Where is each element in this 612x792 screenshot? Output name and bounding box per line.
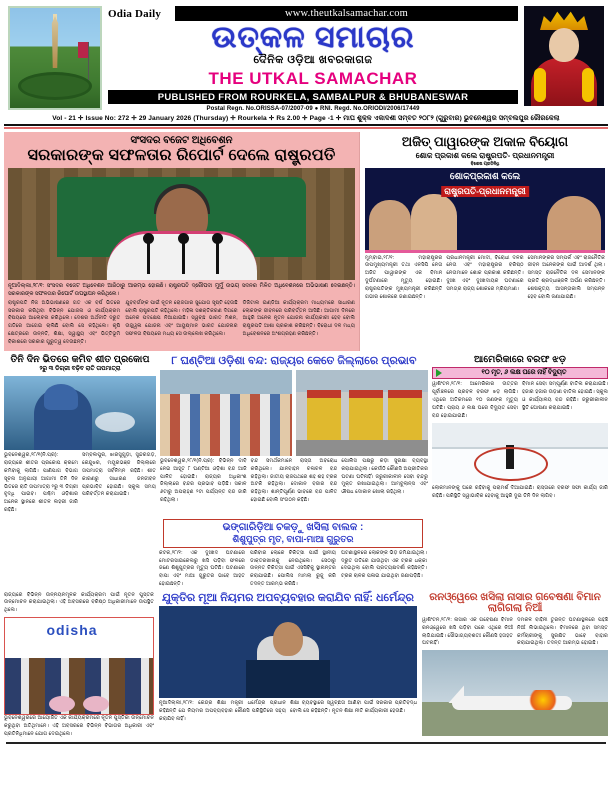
accident-column-3: ଘଟଣାସ୍ଥଳରେ ଲୋକଙ୍କ ଭିଡ଼ ଜମିଯାଇଥିଲା। ଦ୍ରୁତ ଗତିରେ ଯାଉଥିବା ଏକ ଟ୍ରକ ଧକ୍କା ଦେଇଥିଲା ବୋଲି ପ୍ରତ୍ୟକ୍ଷଦର୍ଶୀ କହିଛନ୍ତି। ଟ୍ରକ ଚାଳକ ପଳାଇ ଯାଇଥିବା ଜଣାପଡ଼ିଛି। xyxy=(341,549,427,580)
snowstorm-column-2: ବିମାନ ସେବା ସମ୍ପୂର୍ଣ୍ଣ ବାତିଲ କରାଯାଇଛି। ହଜାର ହଜାର ଉଡ଼ାଣ ବାତିଲ ହୋଇଛି। ସ୍କୁଲ ଓ କାର୍ଯ୍ୟାଳୟ ବନ୍ଦ ରହିଛି। ଜରୁରୀକାଳୀନ ସ୍ଥିତି ଘୋଷଣା କରାଯାଇଛି। xyxy=(522,381,608,411)
weather-headline: ତିନି ଦିନ ଭିତରେ କମିବ ଶୀତ ପ୍ରକୋପ xyxy=(10,353,150,365)
lead-column-1: ରାଷ୍ଟ୍ରପତି ନିଜ ଅଭିଭାଷଣରେ ଗତ ଏକ ବର୍ଷ ଭିତରେ ସରକାର କରିଥିବା ବିଭିନ୍ନ ଯୋଜନା ଓ କାର୍ଯ୍ୟକ୍ରମ ବିଷୟରେ ଆଲୋଚନା କରିଥିଲେ। ଦେଶର ଅର୍ଥନୀତି ଦ୍ରୁତ ଗତିରେ ଆଗେଇ ଚାଲିଛି ବୋଲି ସେ କହିଥିଲେ। କୃଷି କ୍ଷେତ୍ରରେ ଉନ୍ନତି, ଶିକ୍ଷା, ସ୍ୱାସ୍ଥ୍ୟ ଏବଂ ଭିତ୍ତିଭୂମି ବିକାଶରେ ସରକାର ଗୁରୁତ୍ୱ ଦେଉଛନ୍ତି। xyxy=(8,299,121,345)
nasa-plane-story xyxy=(422,592,608,739)
third-band xyxy=(0,515,612,589)
snowstorm-column-1: ୱାଶିଂଟନ,୨୮/୧: ଆମେରିକାର ଉତ୍ତର ପୂର୍ବାଞ୍ଚଳରେ ପ୍ରବଳ ବରଫ ଝଡ଼ ଲାଗିଛି। ଏଥିରେ ଅତିକମରେ ୧୦ ଜଣଙ୍କ ମୃତ୍ୟୁ ଘଟିଛି। ପ୍ରାୟ ୬ ଲକ୍ଷ ଘରେ ବିଦ୍ୟୁତ ସେବା ବନ୍ଦ ହୋଇଯାଇଛି। xyxy=(432,381,518,419)
nasa-column-2: ଦମକଳ ବାହିନୀ ତୁରନ୍ତ ଘଟଣାସ୍ଥଳରେ ପହଞ୍ଚି ନିଆଁ ଲିଭାଇଥିଲେ। ବିମାନରେ ଥିବା ସମସ୍ତ କର୍ମଚାରୀଙ୍କୁ ସୁରକ୍ଷିତ ଭାବେ ବାହାର କରାଯାଇଥିଲା। ତଦନ୍ତ ଆରମ୍ଭ ହୋଇଛି। xyxy=(517,616,608,647)
award-story xyxy=(4,592,154,739)
bandh-story xyxy=(160,355,428,515)
education-minister-story xyxy=(159,592,417,739)
president-address-photo xyxy=(8,168,355,280)
dateline-rule xyxy=(4,124,608,126)
snowstorm-columns-bottom xyxy=(432,485,608,501)
photo-banner-line1: ଶୋକପ୍ରକାଶ କଲେ xyxy=(449,170,521,181)
bandh-column-1: ଭୁବନେଶ୍ୱର,୨୮/୧(ନି.ପ୍ର): ବିଭିନ୍ନ ଦାବି ନେଇ ଆହୂତ ୮ ଘଣ୍ଟିଆ ଓଡ଼ିଶା ବନ୍ଦ ଆଜି ପାଳିତ ହୋଇଛି। ରାଜ୍ୟର ଅଧିକାଂଶ ଜିଲ୍ଲାରେ ବନ୍ଦର ପ୍ରଭାବ ପଡ଼ିଛି। ସକାଳ ୬ଟାରୁ ଅପରାହ୍ଣ ୨ଟା ପର୍ଯ୍ୟନ୍ତ ବନ୍ଦ ଜାରି ରହିଥିଲା। xyxy=(160,457,247,503)
education-columns xyxy=(159,700,417,723)
lead-main-story xyxy=(4,132,359,351)
face-decor xyxy=(549,28,579,62)
fire-icon xyxy=(526,690,560,710)
accident-story xyxy=(159,515,427,589)
third-band-right-spacer xyxy=(432,515,608,589)
dateline-price: Rs 2.00 xyxy=(276,115,301,122)
bandh-column-3: ପୋଲିସ ପକ୍ଷରୁ କଡ଼ା ସୁରକ୍ଷା ବ୍ୟବସ୍ଥା କରାଯାଇଥିଲା। କେଉଁଠି କୌଣସି ଅପ୍ରୀତିକର ଘଟଣା ଘଟିନାହିଁ। ଜରୁରୀକାଳୀନ ସେବା ବନ୍ଦରୁ ମୁକ୍ତ ରଖାଯାଇଥିଲା। ଆମ୍ବୁଲାନ୍ସ ଏବଂ ଔଷଧ ଦୋକାନ ଖୋଲା ରହିଥିଲା। xyxy=(341,457,429,496)
plane-crash-fire-photo xyxy=(422,650,608,736)
face-decor xyxy=(273,622,303,656)
accident-column-1: କଟକ,୨୮/୧: ଏକ ଦୁଃଖଦ ଘଟଣାରେ ମୋଟରସାଇକେଲରୁ ଖସି ପଡ଼ିବା ଫଳରେ ଜଣେ ଶିଶୁପୁତ୍ରର ମୃତ୍ୟୁ ଘଟିଛି। ଘଟଣାରେ ବାପା ଏବଂ ମାଆ ଗୁରୁତର ଭାବେ ଆହତ ହୋଇଛନ୍ତି। xyxy=(159,549,245,587)
secondary-column-2: ପ୍ରଧାନମନ୍ତ୍ରୀ ମୋଦୀ, ବିରୋଧୀ ଦଳର ନେତା ଏବଂ ମହାରାଷ୍ଟ୍ରର ବରିଷ୍ଠ ନେତାମାନେ ଶୋକ ପ୍ରକାଶ କରିଛନ୍ତି। ଦୁଃଖ ଏବଂ ଦୁଃଖଦାୟକ ଘଟଣାରେ ସମଗ୍ର ରାଜ୍ୟ ଶୋକରେ ମ୍ରିୟମାଣ। xyxy=(446,254,524,292)
nasa-headline: ରନଓ୍ୱେରେ ଖସିଲା ନାସାର ଗବେଷଣା ବିମାନ xyxy=(429,591,601,603)
secondary-subhead: ଶୋକ ପ୍ରକାଶ କଲେ ରାଷ୍ଟ୍ରପତି- ପ୍ରଧାନମନ୍ତ୍ରୀ xyxy=(415,150,555,160)
lead-columns xyxy=(8,300,355,347)
leader-portrait-2-decor xyxy=(411,194,457,250)
water-splash-decor xyxy=(95,412,135,432)
secondary-lead-story xyxy=(359,132,608,351)
lead-column-3: ଡିଜିଟାଲ ଇଣ୍ଡିଆ କାର୍ଯ୍ୟକ୍ରମ ମାଧ୍ୟମରେ ସାଧାରଣ ଲୋକଙ୍କ ଜୀବନରେ ପରିବର୍ତ୍ତନ ଆସିଛି। ଆଗାମୀ ଦିନରେ ଆହୁରି ଅନେକ ନୂତନ ଯୋଜନା କାର୍ଯ୍ୟକାରୀ ହେବ ବୋଲି ରାଷ୍ଟ୍ରପତି ଆଶା ପ୍ରକାଶ କରିଛନ୍ତି। ବିରୋଧୀ ଦଳ ମଧ୍ୟ ଅଧିବେଶନରେ ଅଂଶଗ୍ରହଣ କରିଛନ୍ତି। xyxy=(242,299,355,337)
photo-banner-line2: ରାଷ୍ଟ୍ରପତି-ପ୍ରଧାନମନ୍ତ୍ରୀ xyxy=(441,186,529,197)
bandh-columns xyxy=(160,458,428,505)
dateline-date: 29 January 2026 xyxy=(138,115,192,122)
weather-column-1: ଭୁବନେଶ୍ୱର,୨୮/୧(ନି.ପ୍ର): ରାଜ୍ୟରେ ଶୀତର ପ୍ରକୋପ କ୍ରମେ କମିବାକୁ ଲାଗିଛି। ପାଣିପାଗ ବିଭାଗ ସୂଚନା ଅନୁଯାୟୀ ଆଗାମୀ ତିନି ଦିନ ଭିତରେ ରାତି ତାପମାତ୍ରା ୨ରୁ ୩ ଡିଗ୍ରୀ ବୃଦ୍ଧି ପାଇବ। ପଶ୍ଚିମ ଓଡ଼ିଶାର ଅନେକ ସ୍ଥାନରେ ଶୀତଳ ଲହରୀ ଜାରି ରହିଛି। xyxy=(4,452,78,513)
weather-column-2: ସମ୍ବଲପୁର, ଝାରସୁଗୁଡ଼ା, ସୁନ୍ଦରଗଡ଼, କେନ୍ଦୁଝର, ମୟୂରଭଞ୍ଜ ଜିଲ୍ଲାରେ ତାପମାତ୍ରା ସର୍ବନିମ୍ନ ରହିଛି। ଶୀତ କାରଣରୁ ସାଧାରଣ ଜନଜୀବନ ପ୍ରଭାବିତ ହୋଇଛି। ସ୍କୁଲ ସମୟ ପରିବର୍ତ୍ତନ କରାଯାଇଛି। xyxy=(82,452,156,498)
tower-shape-decor xyxy=(47,16,63,68)
accident-headline: ଭଙ୍ଗାରିଡ଼ିଆ ଚକଡ଼ୁ ଖସିଲା ବାଲକ : xyxy=(222,521,364,533)
secondary-columns xyxy=(365,255,605,302)
microphone-icon xyxy=(182,240,185,274)
secondary-headline: ଅଜିତ୍ ପାୱାରଙ୍କ ଅକାଳ ବିୟୋଗ xyxy=(401,134,569,149)
masthead xyxy=(0,0,612,112)
nasa-headline-second-line: ଲାଗିଗଲା ନିଆଁ xyxy=(487,603,543,615)
garland-left-decor xyxy=(534,68,546,102)
weather-subhead: ୨ରୁ ୩ ଡିଗ୍ରୀ ବଢ଼ିବ ରାତି ତାପମାତ୍ରା xyxy=(39,366,121,373)
bandh-headline: ୮ ଘଣ୍ଟିଆ ଓଡ଼ିଶା ବନ୍ଦ: ରାଜ୍ୟର କେତେ ଜିଲ୍ଲାରେ ପ୍ରଭାବ xyxy=(171,354,417,367)
masthead-title-odia: ଉତ୍କଳ ସମାଚାର xyxy=(211,21,415,54)
accident-column-2: ପରିବାର ଲୋକେ ଚିକିତ୍ସା ପାଇଁ ସ୍ଥାନୀୟ ଡାକ୍ତରଖାନାକୁ ନେଇଥିଲେ। ସେଠାରୁ ଉନ୍ନତ ଚିକିତ୍ସା ପାଇଁ ଏସସିବିକୁ ସ୍ଥାନାନ୍ତର କରାଯାଇଛି। ପୋଲିସ ମାମଲା ରୁଜୁ କରି ତଦନ୍ତ ଆରମ୍ଭ କରିଛି। xyxy=(250,549,336,587)
lead-column-2: ଯୁବବର୍ଗଙ୍କ ପାଇଁ ନୂତନ ରୋଜଗାର ସୁଯୋଗ ସୃଷ୍ଟି ହେଉଛି ବୋଲି ରାଷ୍ଟ୍ରପତି କହିଥିଲେ। ମହିଳା ସଶକ୍ତିକରଣ ଦିଗରେ ଅନେକ ପଦକ୍ଷେପ ନିଆଯାଇଛି। ସ୍ୱଚ୍ଛ ଭାରତ ମିଶନ, ଉଜ୍ଜ୍ୱଳା ଯୋଜନା ଏବଂ ଆୟୁଷ୍ମାନ ଭାରତ ଯୋଜନାର ସଫଳତା ବିଷୟରେ ମଧ୍ୟ ସେ ଉଲ୍ଲେଖ କରିଥିଲେ। xyxy=(125,299,238,337)
lead-kicker: ସଂସଦର ବଜେଟ ଅଧିବେଶନ xyxy=(130,135,233,146)
registration-line: Postal Regn. No.ORISSA-07/2007-09 ● RNI. Regd. No.ORIODI/2006/17449 xyxy=(206,105,420,112)
nasa-column-1: ୱାଶିଂଟନ,୨୮/୧: ନାସାର ଏକ ଗବେଷଣା ବିମାନ ରନଓ୍ୱେରେ ଖସି ପଡ଼ିବା ପରେ ଏଥିରେ ନିଆଁ ଲାଗିଯାଇଛି। ସୌଭାଗ୍ୟବଶତଃ କୌଣସି ହତାହତ ଘଟନାହିଁ। xyxy=(422,616,513,647)
education-headline: ଯୁକ୍ତିର ମୂଆ ନିୟମର ଅପବ୍ୟବହାର କରାଯିବ ନାହିଁ: ଧର୍ମେନ୍ଦ୍ର xyxy=(162,591,414,604)
secondary-credit: ବିଶେଷ ପ୍ରତିନିଧି xyxy=(470,160,500,166)
dateline-issue: Issue No: 272 xyxy=(85,115,130,122)
published-from-line: PUBLISHED FROM ROURKELA, SAMBALPUR & BHUBANESWAR xyxy=(108,90,518,104)
flag-icon xyxy=(78,42,88,58)
snowstorm-story xyxy=(432,355,608,515)
dateline: Vol - 21 ✛ Issue No: 272 ✛ 29 January 2026 (Thursday) ✛ Rourkela ✛ Rs 2.00 ✛ Page -1 ✛ ମାଘ ଶୁକ୍ଳ ଏକାଦଶୀ ସମ୍ବତ ୨୦୮୨ (ଗୁରୁବାର) ଭୁବନେଶ୍ୱର ସମ୍ବଲପୁର ରୌରକେଲା xyxy=(52,115,560,122)
crown-icon xyxy=(540,10,588,30)
education-column-1: ନୂଆଦିଲ୍ଲୀ,୨୮/୧: କେନ୍ଦ୍ର ଶିକ୍ଷା ମନ୍ତ୍ରୀ ଧର୍ମେନ୍ଦ୍ର ପ୍ରଧାନ କହିଛନ୍ତି ଯେ ନିୟମର ଅପବ୍ୟବହାର କୌଣସି ପରିସ୍ଥିତିରେ ସହ୍ୟ କରାଯିବ ନାହିଁ। xyxy=(159,700,286,722)
microphone-icon xyxy=(216,240,219,274)
masthead-title-english: THE UTKAL SAMACHAR xyxy=(208,69,418,89)
dateline-day: (Thursday) xyxy=(193,115,229,122)
second-band xyxy=(0,351,612,515)
education-column-2: ଶିକ୍ଷା ବ୍ୟବସ୍ଥାରେ ସ୍ୱଚ୍ଛତା ଆଣିବା ପାଇଁ ସରକାର ପ୍ରତିବଦ୍ଧ ବୋଲି ସେ କହିଛନ୍ତି। ନୂତନ ଶିକ୍ଷା ନୀତି କାର୍ଯ୍ୟକାରୀ ହେଉଛି। xyxy=(290,700,417,714)
flag-pole-decor xyxy=(88,42,89,82)
snow-storm-photo xyxy=(432,423,608,483)
truck-icon xyxy=(349,390,383,440)
hanuman-tower-photo xyxy=(8,6,102,110)
third-band-left-spacer xyxy=(4,515,154,589)
microphone-icon xyxy=(147,240,150,274)
sai-baba-portrait-photo xyxy=(524,6,604,106)
event-logo-decor: odisha xyxy=(46,622,98,639)
dateline-odia-tail: ମାଘ ଶୁକ୍ଳ ଏକାଦଶୀ ସମ୍ବତ ୨୦୮୨ (ଗୁରୁବାର) ଭୁବନେଶ୍ୱର ସମ୍ବଲପୁର ରୌରକେଲା xyxy=(343,115,560,122)
secondary-column-1: ମୁମ୍ବାଇ,୨୮/୧: ମହାରାଷ୍ଟ୍ରର ଉପମୁଖ୍ୟମନ୍ତ୍ରୀ ତଥା ଏନସିପି ନେତା ଅଜିତ ପାୱାରଙ୍କ ଏକ ବିମାନ ଦୁର୍ଘଟଣାରେ ମୃତ୍ୟୁ ହୋଇଛି। ରାଷ୍ଟ୍ରପତିଙ୍କ ମୁଖ୍ୟମନ୍ତ୍ରୀ କରିଛନ୍ତି ଗଭୀର ଶୋକରେ ଜଣାଇଛନ୍ତି। xyxy=(365,254,443,300)
cold-weather-photo xyxy=(4,376,156,450)
secondary-column-3: ସେମାନଙ୍କର ସମ୍ପର୍କ ଏବଂ ରାଜନୈତିକ ଜୀବନ ଅନେକଙ୍କ ପାଇଁ ଆଦର୍ଶ ଥିଲା। ସମସ୍ତ ରାଜନୈତିକ ଦଳ ସେମାନଙ୍କ ପ୍ରତି ଶ୍ରଦ୍ଧାଞ୍ଜଳି ଅର୍ପଣ କରିଛନ୍ତି। ଶେଷକୃତ୍ୟ ଆସନ୍ତାକାଲି ସମ୍ପନ୍ନ ହେବ ବୋଲି ଜଣାଯାଇଛି। xyxy=(527,254,605,300)
lead-block xyxy=(0,129,612,351)
hood-decor xyxy=(44,384,78,410)
minister-speech-photo xyxy=(159,606,417,698)
lead-photo-caption: ନୂଆଦିଲ୍ଲୀ,୨୮/୧: ସଂସଦର ବଜେଟ ଅଧିବେଶନ ଆଜିଠାରୁ ଆରମ୍ଭ ହୋଇଛି। ରାଷ୍ଟ୍ରପତି ଦ୍ରୌପଦୀ ମୁର୍ମୁ ଉଭୟ ସଦନର ମିଳିତ ଅଧିବେଶନରେ ଅଭିଭାଷଣ ଦେଇଛନ୍ତି। ସରକାରଙ୍କ ସଫଳତାର ରିପୋର୍ଟ ଉପସ୍ଥାପନ କରିଥିଲେ। xyxy=(8,282,355,297)
snowstorm-columns-top xyxy=(432,381,608,420)
accident-columns xyxy=(159,550,427,589)
dateline-volume: Vol - 21 xyxy=(52,115,76,122)
highway-truck-blockade-photo xyxy=(296,370,428,456)
masthead-subtitle-odia: ଦୈନିକ ଓଡ଼ିଆ ଖବରକାଗଜ xyxy=(253,54,373,67)
lead-headline: ସରକାରଙ୍କ ସଫଳତାର ରିପୋର୍ଟ ଦେଲେ ରାଷ୍ଟ୍ରପତି xyxy=(27,147,336,164)
accident-headline-box xyxy=(163,519,423,548)
masthead-top-row xyxy=(108,6,518,21)
sky-decor xyxy=(296,370,428,392)
flower-bouquet-decor xyxy=(83,696,109,712)
leader-portrait-1-decor xyxy=(369,200,411,250)
garland-right-decor xyxy=(582,68,594,102)
truck-icon xyxy=(388,390,422,440)
bandh-column-2: ବନ୍ଦ ସମର୍ଥକମାନେ ରାସ୍ତା ଅବରୋଧ କରିଥିଲେ। ଯାନବାହନ ଚଳାଚଳ ବନ୍ଦ ରହିଥିଲା। ଜାତୀୟ ରାଜପଥରେ ଶହ ଶହ ଟ୍ରକ ଅଟକି ରହିଥିଲା। ଦୋକାନ ବଜାର ବନ୍ଦ ରହିଥିଲା। ଶାନ୍ତିପୂର୍ଣ୍ଣ ଭାବରେ ବନ୍ଦ ପାଳିତ ହୋଇଛି ବୋଲି ସଂଗଠନ କହିଛି। xyxy=(250,457,338,503)
snowstorm-column-3: ଲୋକମାନଙ୍କୁ ଘରେ ରହିବାକୁ ପରାମର୍ଶ ଦିଆଯାଇଛି। ରାସ୍ତାରେ ବରଫ ସଫା କାର୍ଯ୍ୟ ଜାରି ରହିଛି। ପରିସ୍ଥିତି ସ୍ୱାଭାବିକ ହେବାକୁ ଆହୁରି ଦୁଇ ତିନି ଦିନ ଲାଗିବ। xyxy=(432,485,608,500)
bottom-band xyxy=(0,589,612,739)
podium-decor xyxy=(246,660,330,698)
award-photo-caption: ଭୁବନେଶ୍ୱରରେ ଆୟୋଜିତ ଏକ କାର୍ଯ୍ୟକ୍ରମରେ ନୂତନ ପୁସ୍ତିକା ଉନ୍ମୋଚନ କରୁଥିବା ଅତିଥିମାନେ। ଏହି ଅବସରରେ ବିଭିନ୍ନ ବିଭାଗର ଅଧିକାରୀ ଏବଂ ପ୍ରତିନିଧିମାନେ ଯୋଗ ଦେଇଥିଲେ। xyxy=(4,715,154,737)
leader-portrait-3-decor xyxy=(547,196,601,250)
truck-icon xyxy=(307,390,341,440)
road-decor xyxy=(296,440,428,456)
protest-sit-in-photo xyxy=(160,370,292,456)
snowstorm-headline: ଆମେରିକାରେ ବରଫ ଝଡ଼ xyxy=(474,353,566,365)
page-footer-rule xyxy=(6,742,606,744)
accident-subhead: ଶିଶୁପୁତ୍ର ମୃତ, ବାପା-ମାଆ ଗୁରୁତର xyxy=(232,533,354,544)
odia-daily-label: Odia Daily xyxy=(108,7,162,20)
weather-columns xyxy=(4,452,156,514)
award-intro-text: ରାଜ୍ୟରେ ବିଭିନ୍ନ ଉନ୍ନୟନମୂଳକ କାର୍ଯ୍ୟକ୍ରମ ପାଇଁ ନୂତନ ପୁସ୍ତକ ଉନ୍ମୋଚନ କରାଯାଇଥିଲା। ଏହି ଅବସରରେ ବରିଷ୍ଠ ଅଧିକାରୀମାନେ ଉପସ୍ଥିତ ଥିଲେ। xyxy=(4,591,154,614)
dateline-edition: Rourkela xyxy=(237,115,267,122)
snowstorm-status-badge: ୧୦ ମୃତ, ୬ ଲକ୍ଷ ଘରେ ନାହିଁ ବିଦ୍ୟୁତ xyxy=(432,367,608,379)
dateline-page: Page -1 xyxy=(309,115,334,122)
website-url[interactable]: www.theutkalsamachar.com xyxy=(175,6,518,21)
condolence-leaders-photo xyxy=(365,168,605,253)
award-ceremony-photo xyxy=(4,617,154,715)
sky-decor xyxy=(160,370,292,394)
dignitaries-decor xyxy=(5,658,153,714)
protesters-decor xyxy=(160,394,292,456)
garden-ring-decor xyxy=(18,72,92,100)
masthead-center xyxy=(102,6,524,112)
weather-story xyxy=(4,355,156,515)
